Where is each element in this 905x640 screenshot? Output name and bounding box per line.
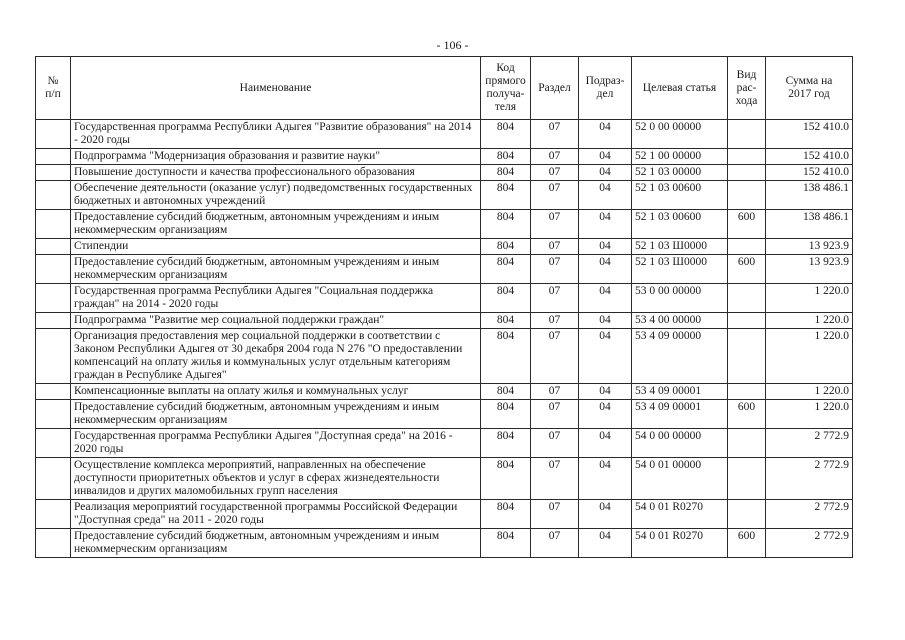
cell-name: Государственная программа Республики Адыгея "Развитие образования" на 2014 - 2020 годы: [71, 120, 481, 149]
cell-target: 52 1 03 00600: [632, 210, 728, 239]
cell-code: 804: [481, 165, 531, 181]
cell-section: 07: [531, 329, 579, 384]
cell-target: 53 4 09 00001: [632, 400, 728, 429]
cell-section: 07: [531, 120, 579, 149]
cell-num: [36, 181, 71, 210]
cell-name: Осуществление комплекса мероприятий, направленных на обеспечение доступности приоритетных объектов и услуг в сферах жизнедеятельности инвалидов и других маломобильных групп населения: [71, 458, 481, 500]
cell-kind: [728, 458, 766, 500]
table-row: [36, 313, 853, 329]
cell-section: 07: [531, 500, 579, 529]
table-row: [36, 165, 853, 181]
header-num: № п/п: [36, 57, 71, 120]
cell-num: [36, 529, 71, 558]
cell-num: [36, 165, 71, 181]
cell-kind: [728, 429, 766, 458]
cell-target: 53 4 09 00001: [632, 384, 728, 400]
cell-kind: [728, 149, 766, 165]
cell-sum: 13 923.9: [766, 239, 853, 255]
cell-section: 07: [531, 149, 579, 165]
cell-code: 804: [481, 181, 531, 210]
header-name: Наименование: [71, 57, 481, 120]
cell-target: 54 0 00 00000: [632, 429, 728, 458]
cell-code: 804: [481, 329, 531, 384]
table-row: [36, 400, 853, 429]
budget-table: [35, 56, 853, 558]
cell-subsection: 04: [579, 329, 632, 384]
cell-code: 804: [481, 458, 531, 500]
cell-kind: 600: [728, 529, 766, 558]
cell-section: 07: [531, 313, 579, 329]
cell-code: 804: [481, 500, 531, 529]
cell-target: 54 0 01 R0270: [632, 500, 728, 529]
cell-kind: [728, 500, 766, 529]
cell-code: 804: [481, 429, 531, 458]
cell-subsection: 04: [579, 255, 632, 284]
table-row: [36, 384, 853, 400]
cell-sum: 152 410.0: [766, 165, 853, 181]
cell-section: 07: [531, 255, 579, 284]
cell-code: 804: [481, 210, 531, 239]
cell-num: [36, 210, 71, 239]
cell-subsection: 04: [579, 165, 632, 181]
cell-sum: 152 410.0: [766, 149, 853, 165]
cell-code: 804: [481, 255, 531, 284]
cell-kind: [728, 120, 766, 149]
cell-kind: 600: [728, 210, 766, 239]
cell-sum: 1 220.0: [766, 400, 853, 429]
cell-name: Государственная программа Республики Адыгея "Доступная среда" на 2016 - 2020 годы: [71, 429, 481, 458]
cell-sum: 138 486.1: [766, 210, 853, 239]
cell-num: [36, 120, 71, 149]
cell-num: [36, 239, 71, 255]
cell-num: [36, 384, 71, 400]
cell-name: Предоставление субсидий бюджетным, автономным учреждениям и иным некоммерческим организациям: [71, 529, 481, 558]
cell-kind: 600: [728, 400, 766, 429]
cell-name: Подпрограмма "Модернизация образования и развитие науки": [71, 149, 481, 165]
cell-num: [36, 429, 71, 458]
header-subsection: Подраз- дел: [579, 57, 632, 120]
cell-name: Обеспечение деятельности (оказание услуг) подведомственных государственных бюджетных и автономных учреждений: [71, 181, 481, 210]
cell-name: Предоставление субсидий бюджетным, автономным учреждениям и иным некоммерческим организациям: [71, 255, 481, 284]
cell-code: 804: [481, 149, 531, 165]
cell-target: 52 0 00 00000: [632, 120, 728, 149]
table-row: [36, 210, 853, 239]
cell-code: 804: [481, 529, 531, 558]
cell-sum: 13 923.9: [766, 255, 853, 284]
header-code: Код прямого получа- теля: [481, 57, 531, 120]
cell-section: 07: [531, 400, 579, 429]
cell-subsection: 04: [579, 384, 632, 400]
cell-num: [36, 500, 71, 529]
table-row: [36, 149, 853, 165]
header-sum: Сумма на 2017 год: [766, 57, 853, 120]
table-row: [36, 500, 853, 529]
cell-code: 804: [481, 284, 531, 313]
cell-kind: [728, 384, 766, 400]
cell-name: Реализация мероприятий государственной программы Российской Федерации "Доступная среда" на 2011 - 2020 годы: [71, 500, 481, 529]
table-row: [36, 255, 853, 284]
cell-subsection: 04: [579, 400, 632, 429]
table-row: [36, 329, 853, 384]
cell-subsection: 04: [579, 458, 632, 500]
cell-target: 52 1 00 00000: [632, 149, 728, 165]
header-target: Целевая статья: [632, 57, 728, 120]
cell-sum: 2 772.9: [766, 500, 853, 529]
cell-sum: 152 410.0: [766, 120, 853, 149]
cell-code: 804: [481, 239, 531, 255]
cell-section: 07: [531, 458, 579, 500]
cell-name: Повышение доступности и качества профессионального образования: [71, 165, 481, 181]
cell-num: [36, 458, 71, 500]
cell-code: 804: [481, 400, 531, 429]
cell-subsection: 04: [579, 500, 632, 529]
table-row: [36, 120, 853, 149]
cell-name: Подпрограмма "Развитие мер социальной поддержки граждан": [71, 313, 481, 329]
cell-kind: [728, 165, 766, 181]
cell-kind: [728, 313, 766, 329]
table-row: [36, 529, 853, 558]
cell-name: Государственная программа Республики Адыгея "Социальная поддержка граждан" на 2014 - 2020 годы: [71, 284, 481, 313]
header-kind: Вид рас- хода: [728, 57, 766, 120]
table-body: [36, 120, 853, 558]
table-row: [36, 181, 853, 210]
cell-target: 52 1 03 00600: [632, 181, 728, 210]
cell-target: 53 4 00 00000: [632, 313, 728, 329]
table-row: [36, 239, 853, 255]
cell-num: [36, 149, 71, 165]
cell-kind: 600: [728, 255, 766, 284]
cell-target: 52 1 03 Ш0000: [632, 239, 728, 255]
cell-section: 07: [531, 284, 579, 313]
cell-num: [36, 284, 71, 313]
cell-kind: [728, 239, 766, 255]
cell-subsection: 04: [579, 181, 632, 210]
cell-section: 07: [531, 181, 579, 210]
cell-code: 804: [481, 384, 531, 400]
cell-kind: [728, 329, 766, 384]
cell-num: [36, 329, 71, 384]
cell-section: 07: [531, 429, 579, 458]
cell-subsection: 04: [579, 284, 632, 313]
cell-sum: 138 486.1: [766, 181, 853, 210]
cell-name: Компенсационные выплаты на оплату жилья и коммунальных услуг: [71, 384, 481, 400]
cell-target: 54 0 01 R0270: [632, 529, 728, 558]
cell-subsection: 04: [579, 529, 632, 558]
cell-num: [36, 255, 71, 284]
cell-subsection: 04: [579, 239, 632, 255]
cell-sum: 1 220.0: [766, 329, 853, 384]
table-row: [36, 458, 853, 500]
table-row: [36, 429, 853, 458]
cell-num: [36, 400, 71, 429]
cell-kind: [728, 284, 766, 313]
cell-sum: 1 220.0: [766, 284, 853, 313]
cell-num: [36, 313, 71, 329]
cell-code: 804: [481, 120, 531, 149]
cell-target: 54 0 01 00000: [632, 458, 728, 500]
cell-section: 07: [531, 239, 579, 255]
cell-subsection: 04: [579, 210, 632, 239]
cell-subsection: 04: [579, 149, 632, 165]
cell-section: 07: [531, 529, 579, 558]
cell-name: Организация предоставления мер социальной поддержки в соответствии с Законом Республики Адыгея от 30 декабря 2004 года N 276 "О предоставлении компенсаций на оплату жилья и коммунальных услуг отдельным категориям граждан в Республике Адыгея": [71, 329, 481, 384]
cell-target: 53 0 00 00000: [632, 284, 728, 313]
cell-sum: 1 220.0: [766, 313, 853, 329]
cell-subsection: 04: [579, 120, 632, 149]
cell-section: 07: [531, 384, 579, 400]
table-row: [36, 284, 853, 313]
cell-target: 52 1 03 Ш0000: [632, 255, 728, 284]
cell-target: 52 1 03 00000: [632, 165, 728, 181]
cell-kind: [728, 181, 766, 210]
header-section: Раздел: [531, 57, 579, 120]
cell-sum: 2 772.9: [766, 529, 853, 558]
cell-name: Стипендии: [71, 239, 481, 255]
cell-sum: 1 220.0: [766, 384, 853, 400]
cell-code: 804: [481, 313, 531, 329]
table-header-row: [36, 57, 853, 120]
cell-section: 07: [531, 165, 579, 181]
cell-subsection: 04: [579, 313, 632, 329]
cell-name: Предоставление субсидий бюджетным, автономным учреждениям и иным некоммерческим организациям: [71, 210, 481, 239]
cell-name: Предоставление субсидий бюджетным, автономным учреждениям и иным некоммерческим организациям: [71, 400, 481, 429]
cell-target: 53 4 09 00000: [632, 329, 728, 384]
cell-sum: 2 772.9: [766, 429, 853, 458]
cell-sum: 2 772.9: [766, 458, 853, 500]
cell-subsection: 04: [579, 429, 632, 458]
cell-section: 07: [531, 210, 579, 239]
page-number: - 106 -: [436, 38, 469, 52]
